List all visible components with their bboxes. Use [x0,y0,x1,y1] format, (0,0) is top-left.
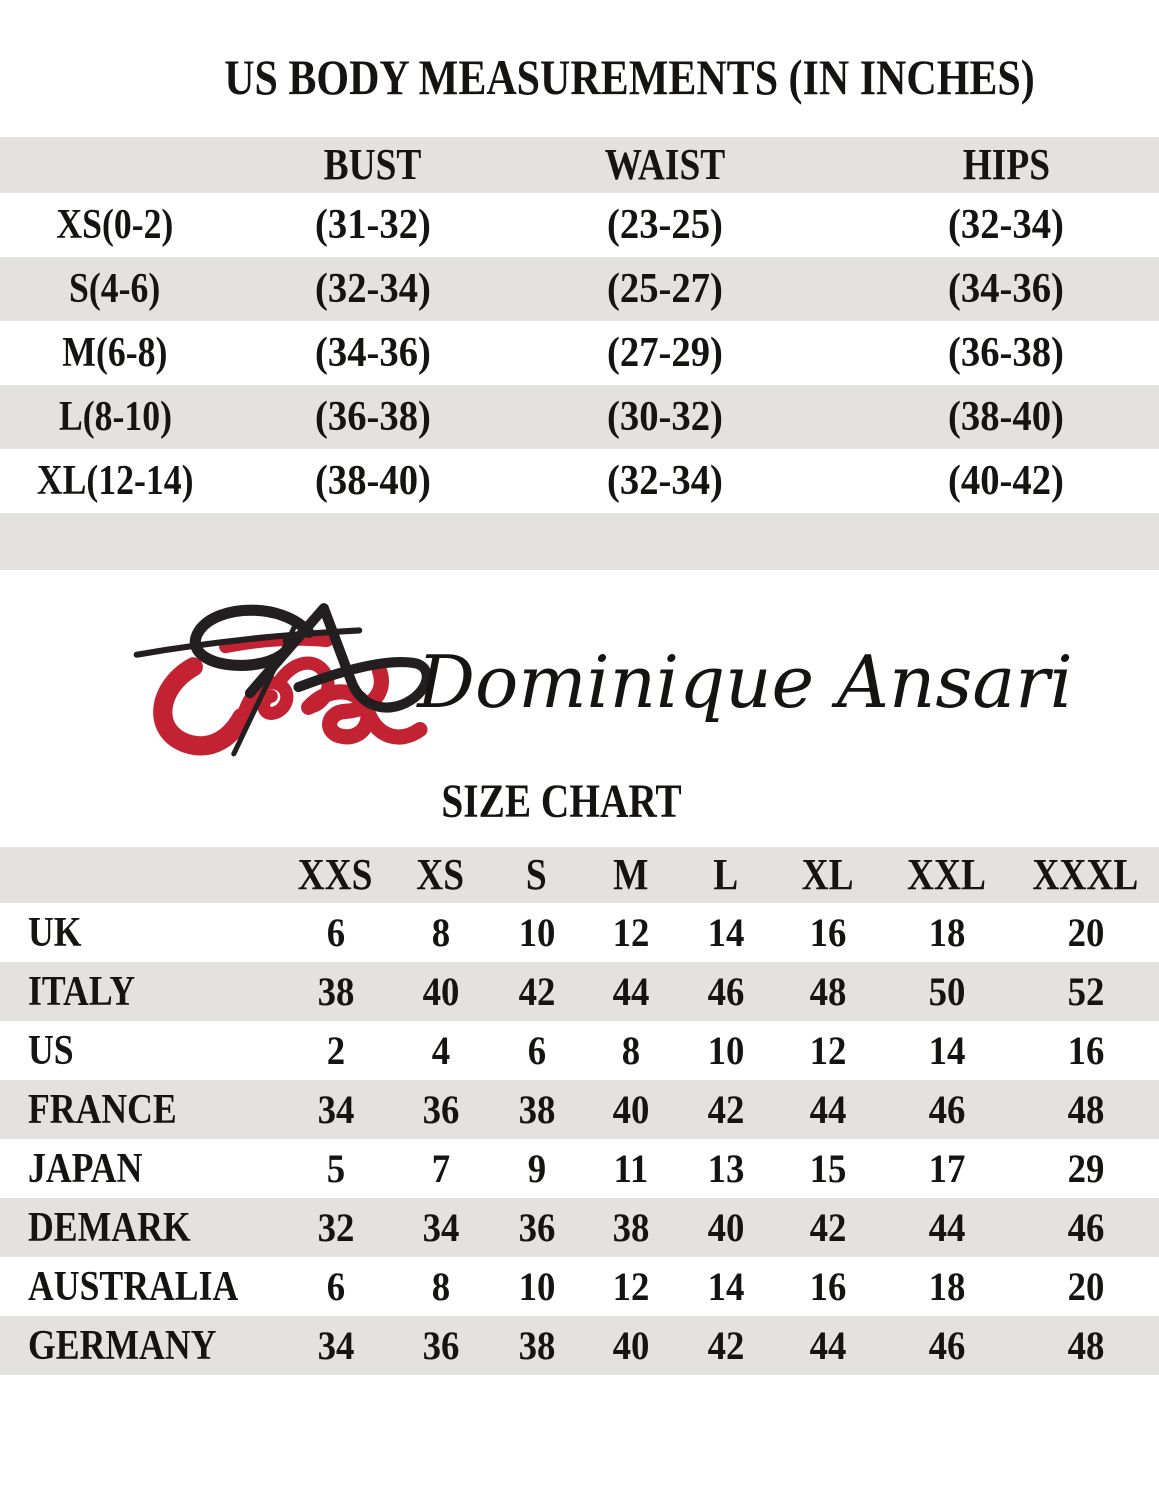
size-value: 8 [431,1263,450,1309]
size-value: 10 [518,909,555,955]
bust-value: (31-32) [314,202,431,248]
size-value: 8 [431,909,450,955]
size-value: 16 [809,909,846,955]
size-chart-header-row [0,847,1159,903]
size-value: 11 [613,1145,648,1191]
size-label: XS(0-2) [56,202,174,248]
size-value: 34 [317,1086,354,1132]
size-label: M(6-8) [62,330,168,376]
size-value: 42 [707,1322,745,1368]
size-value: 40 [707,1204,745,1250]
size-chart-title-text: SIZE CHART [441,775,682,828]
size-value: 4 [431,1027,450,1073]
size-value: 6 [326,1263,345,1309]
size-value: 44 [809,1322,846,1368]
size-value: 38 [518,1322,555,1368]
measurements-row-m [0,321,1159,385]
size-value: 44 [928,1204,965,1250]
size-value: 6 [527,1027,546,1073]
size-value: 42 [707,1086,745,1132]
size-value: 14 [707,909,745,955]
size-chart-table [0,847,1159,1375]
header-xxxl: XXXL [1032,850,1139,899]
header-l: L [713,850,739,899]
measurements-title [0,48,1159,110]
size-value: 34 [422,1204,459,1250]
size-value: 7 [431,1145,450,1191]
size-value: 46 [707,968,745,1014]
hips-value: (34-36) [948,266,1064,312]
size-row-us [0,1021,1159,1080]
size-value: 40 [422,968,459,1014]
size-value: 14 [928,1027,965,1073]
bust-value: (32-34) [314,266,431,312]
size-label: L(8-10) [58,394,172,440]
size-row-australia [0,1257,1159,1316]
measurements-header-waist: WAIST [604,140,726,189]
size-chart-title [0,774,1159,829]
size-value: 8 [621,1027,640,1073]
header-xl: XL [801,850,854,899]
size-value: 12 [809,1027,846,1073]
size-value: 36 [518,1204,555,1250]
size-value: 46 [1067,1204,1104,1250]
size-value: 2 [326,1027,345,1073]
size-row-demark [0,1198,1159,1257]
size-value: 46 [928,1086,965,1132]
size-value: 52 [1067,968,1104,1014]
brand-name [417,608,1073,756]
size-value: 40 [612,1086,649,1132]
header-xxs: XXS [298,850,373,899]
hips-value: (38-40) [948,394,1064,440]
size-row-germany [0,1316,1159,1375]
brand-name-text: Dominique Ansari [417,640,1073,724]
size-row-japan [0,1139,1159,1198]
size-value: 36 [422,1322,459,1368]
size-value: 46 [928,1322,965,1368]
region-label: ITALY [28,968,136,1015]
brand-logo-icon [128,594,463,766]
waist-value: (27-29) [607,330,723,376]
measurements-row-s [0,257,1159,321]
size-label: S(4-6) [69,266,161,312]
size-row-france [0,1080,1159,1139]
size-value: 16 [809,1263,846,1309]
region-label: UK [28,909,82,956]
size-value: 29 [1067,1145,1104,1191]
size-value: 40 [612,1322,649,1368]
measurements-header-hips: HIPS [962,140,1050,189]
bust-value: (34-36) [314,330,431,376]
hips-value: (36-38) [948,330,1064,376]
measurements-header-row [0,137,1159,193]
size-value: 15 [809,1145,846,1191]
size-value: 12 [612,909,649,955]
size-value: 48 [1067,1322,1104,1368]
size-value: 13 [707,1145,745,1191]
size-value: 38 [317,968,354,1014]
size-value: 6 [326,909,345,955]
measurements-table [0,137,1159,570]
size-value: 36 [422,1086,459,1132]
size-value: 44 [612,968,649,1014]
size-value: 38 [612,1204,649,1250]
measurements-row-xl [0,449,1159,513]
size-row-italy [0,962,1159,1021]
size-value: 20 [1067,909,1104,955]
hips-value: (32-34) [948,202,1064,248]
measurements-header-bust: BUST [323,140,422,189]
size-value: 18 [928,909,965,955]
measurements-title-text: US BODY MEASUREMENTS (IN INCHES) [224,49,1035,105]
size-value: 38 [518,1086,555,1132]
size-value: 34 [317,1322,354,1368]
size-value: 18 [928,1263,965,1309]
header-m: M [612,850,649,899]
header-xxl: XXL [907,850,986,899]
region-label: JAPAN [28,1145,143,1192]
header-xs: XS [416,850,465,899]
size-label: XL(12-14) [36,458,194,504]
waist-value: (32-34) [607,458,723,504]
waist-value: (30-32) [607,394,723,440]
waist-value: (23-25) [607,202,723,248]
size-value: 48 [809,968,846,1014]
bust-value: (36-38) [314,394,431,440]
hips-value: (40-42) [948,458,1064,504]
size-value: 48 [1067,1086,1104,1132]
region-label: US [28,1027,74,1074]
bust-value: (38-40) [314,458,431,504]
size-value: 20 [1067,1263,1104,1309]
size-value: 42 [518,968,555,1014]
region-label: FRANCE [28,1086,177,1133]
size-value: 12 [612,1263,649,1309]
region-label: AUSTRALIA [28,1263,239,1310]
size-value: 9 [527,1145,546,1191]
size-value: 50 [928,968,965,1014]
size-value: 10 [707,1027,745,1073]
size-value: 42 [809,1204,846,1250]
size-value: 32 [317,1204,354,1250]
size-value: 14 [707,1263,745,1309]
size-value: 17 [928,1145,965,1191]
size-value: 44 [809,1086,846,1132]
size-value: 10 [518,1263,555,1309]
size-row-uk [0,903,1159,962]
measurements-row-xs [0,193,1159,257]
header-s: S [526,850,547,899]
measurements-row-l [0,385,1159,449]
region-label: DEMARK [28,1204,191,1251]
measurements-footer-band [0,513,1159,570]
region-label: GERMANY [28,1322,217,1369]
size-value: 16 [1067,1027,1104,1073]
waist-value: (25-27) [607,266,723,312]
size-value: 5 [326,1145,345,1191]
